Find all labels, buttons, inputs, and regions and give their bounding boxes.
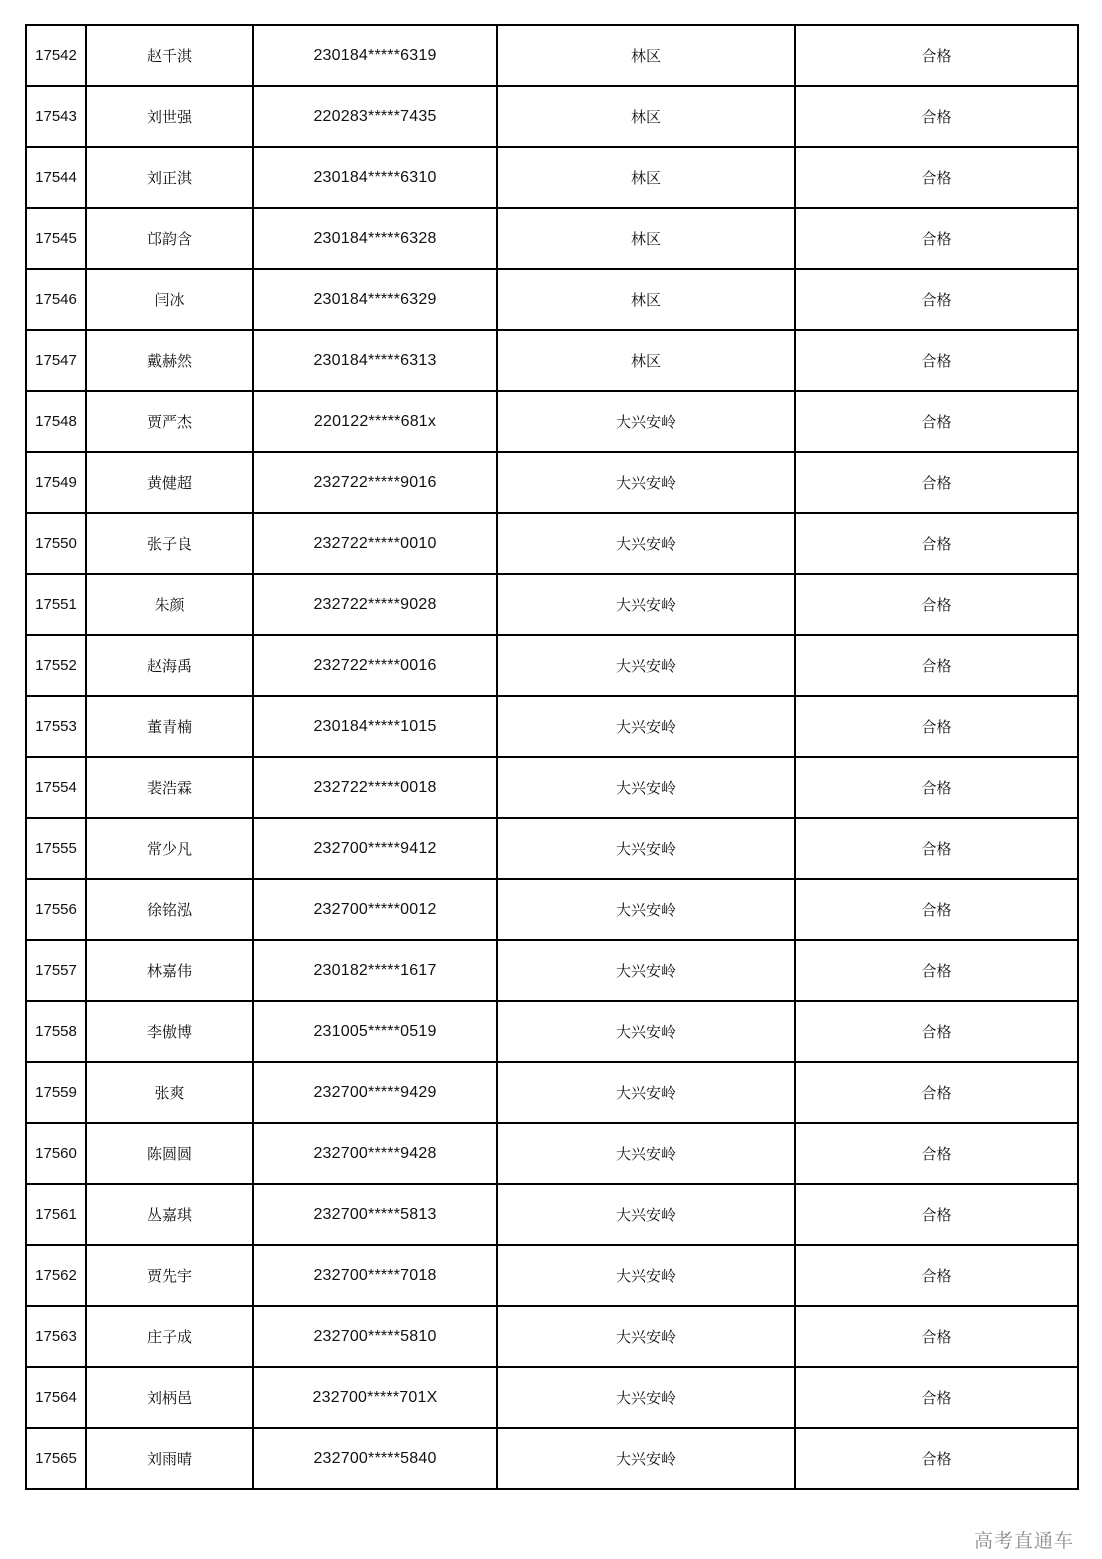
cell-name: 刘世强 [86,86,253,147]
table-row [26,1367,1078,1428]
cell-seq-number: 17549 [26,452,86,513]
cell-seq-number: 17550 [26,513,86,574]
cell-result: 合格 [795,1306,1078,1367]
cell-name: 贾严杰 [86,391,253,452]
cell-id-number: 230184*****6313 [253,330,497,391]
table-row [26,940,1078,1001]
table-row [26,1123,1078,1184]
cell-region: 大兴安岭 [497,879,795,940]
cell-seq-number: 17544 [26,147,86,208]
cell-seq-number: 17565 [26,1428,86,1489]
table-row [26,1001,1078,1062]
cell-seq-number: 17561 [26,1184,86,1245]
cell-region: 大兴安岭 [497,574,795,635]
cell-region: 林区 [497,269,795,330]
roster-table-body [26,25,1078,1489]
cell-seq-number: 17559 [26,1062,86,1123]
cell-seq-number: 17557 [26,940,86,1001]
table-row [26,1184,1078,1245]
cell-name: 庄子成 [86,1306,253,1367]
cell-name: 张爽 [86,1062,253,1123]
cell-id-number: 231005*****0519 [253,1001,497,1062]
cell-name: 贾先宇 [86,1245,253,1306]
cell-result: 合格 [795,940,1078,1001]
cell-result: 合格 [795,208,1078,269]
cell-id-number: 232700*****9429 [253,1062,497,1123]
cell-region: 大兴安岭 [497,513,795,574]
cell-name: 徐铭泓 [86,879,253,940]
cell-seq-number: 17554 [26,757,86,818]
cell-region: 大兴安岭 [497,1184,795,1245]
cell-name: 张子良 [86,513,253,574]
cell-name: 刘正淇 [86,147,253,208]
cell-name: 赵千淇 [86,25,253,86]
cell-region: 大兴安岭 [497,635,795,696]
cell-result: 合格 [795,25,1078,86]
cell-id-number: 230184*****6319 [253,25,497,86]
cell-result: 合格 [795,330,1078,391]
cell-name: 刘雨晴 [86,1428,253,1489]
cell-seq-number: 17548 [26,391,86,452]
cell-id-number: 220122*****681x [253,391,497,452]
cell-seq-number: 17553 [26,696,86,757]
cell-seq-number: 17551 [26,574,86,635]
cell-id-number: 230184*****6310 [253,147,497,208]
cell-id-number: 230184*****1015 [253,696,497,757]
cell-id-number: 230184*****6329 [253,269,497,330]
cell-region: 大兴安岭 [497,452,795,513]
cell-seq-number: 17546 [26,269,86,330]
cell-result: 合格 [795,696,1078,757]
cell-seq-number: 17547 [26,330,86,391]
cell-region: 大兴安岭 [497,1245,795,1306]
cell-name: 董青楠 [86,696,253,757]
table-row [26,208,1078,269]
cell-result: 合格 [795,1001,1078,1062]
cell-region: 大兴安岭 [497,757,795,818]
cell-region: 林区 [497,330,795,391]
cell-region: 大兴安岭 [497,818,795,879]
cell-result: 合格 [795,879,1078,940]
cell-id-number: 230184*****6328 [253,208,497,269]
cell-result: 合格 [795,818,1078,879]
cell-name: 邙韵含 [86,208,253,269]
cell-region: 林区 [497,147,795,208]
table-row [26,269,1078,330]
cell-result: 合格 [795,391,1078,452]
cell-region: 大兴安岭 [497,1428,795,1489]
cell-id-number: 232700*****0012 [253,879,497,940]
cell-result: 合格 [795,452,1078,513]
cell-region: 大兴安岭 [497,1062,795,1123]
cell-seq-number: 17560 [26,1123,86,1184]
cell-id-number: 232700*****7018 [253,1245,497,1306]
cell-name: 丛嘉琪 [86,1184,253,1245]
cell-region: 林区 [497,208,795,269]
cell-name: 戴赫然 [86,330,253,391]
cell-region: 大兴安岭 [497,1306,795,1367]
cell-seq-number: 17558 [26,1001,86,1062]
cell-id-number: 232700*****9428 [253,1123,497,1184]
table-row [26,25,1078,86]
cell-seq-number: 17556 [26,879,86,940]
cell-result: 合格 [795,1062,1078,1123]
cell-result: 合格 [795,86,1078,147]
cell-id-number: 232700*****701X [253,1367,497,1428]
cell-name: 裴浩霖 [86,757,253,818]
table-row [26,86,1078,147]
cell-name: 李傲博 [86,1001,253,1062]
cell-name: 黄健超 [86,452,253,513]
cell-result: 合格 [795,1367,1078,1428]
cell-id-number: 220283*****7435 [253,86,497,147]
cell-region: 林区 [497,25,795,86]
table-row [26,574,1078,635]
cell-name: 陈圆圆 [86,1123,253,1184]
cell-id-number: 230182*****1617 [253,940,497,1001]
cell-region: 大兴安岭 [497,1367,795,1428]
cell-id-number: 232700*****5810 [253,1306,497,1367]
cell-region: 大兴安岭 [497,696,795,757]
table-row [26,696,1078,757]
cell-result: 合格 [795,1184,1078,1245]
cell-region: 大兴安岭 [497,391,795,452]
cell-result: 合格 [795,574,1078,635]
cell-result: 合格 [795,1428,1078,1489]
table-row [26,879,1078,940]
table-row [26,391,1078,452]
cell-seq-number: 17552 [26,635,86,696]
table-row [26,757,1078,818]
table-row [26,1428,1078,1489]
cell-seq-number: 17542 [26,25,86,86]
cell-id-number: 232722*****0018 [253,757,497,818]
cell-id-number: 232722*****9028 [253,574,497,635]
cell-id-number: 232722*****9016 [253,452,497,513]
cell-region: 林区 [497,86,795,147]
table-row [26,330,1078,391]
cell-region: 大兴安岭 [497,940,795,1001]
cell-result: 合格 [795,635,1078,696]
cell-result: 合格 [795,269,1078,330]
cell-seq-number: 17543 [26,86,86,147]
table-row [26,513,1078,574]
cell-result: 合格 [795,1123,1078,1184]
roster-table [25,24,1079,1490]
cell-name: 赵海禹 [86,635,253,696]
cell-id-number: 232722*****0016 [253,635,497,696]
table-row [26,818,1078,879]
cell-id-number: 232722*****0010 [253,513,497,574]
cell-id-number: 232700*****5813 [253,1184,497,1245]
cell-id-number: 232700*****5840 [253,1428,497,1489]
cell-seq-number: 17563 [26,1306,86,1367]
cell-result: 合格 [795,757,1078,818]
table-row [26,147,1078,208]
cell-name: 闫冰 [86,269,253,330]
table-row [26,1062,1078,1123]
table-row [26,1306,1078,1367]
cell-result: 合格 [795,1245,1078,1306]
cell-name: 常少凡 [86,818,253,879]
cell-id-number: 232700*****9412 [253,818,497,879]
cell-region: 大兴安岭 [497,1123,795,1184]
cell-result: 合格 [795,147,1078,208]
cell-seq-number: 17545 [26,208,86,269]
cell-seq-number: 17564 [26,1367,86,1428]
table-row [26,1245,1078,1306]
cell-name: 林嘉伟 [86,940,253,1001]
cell-name: 刘柄邑 [86,1367,253,1428]
table-row [26,452,1078,513]
cell-name: 朱颜 [86,574,253,635]
cell-seq-number: 17562 [26,1245,86,1306]
cell-seq-number: 17555 [26,818,86,879]
table-row [26,635,1078,696]
watermark-text: 高考直通车 [973,1530,1074,1552]
cell-result: 合格 [795,513,1078,574]
cell-region: 大兴安岭 [497,1001,795,1062]
